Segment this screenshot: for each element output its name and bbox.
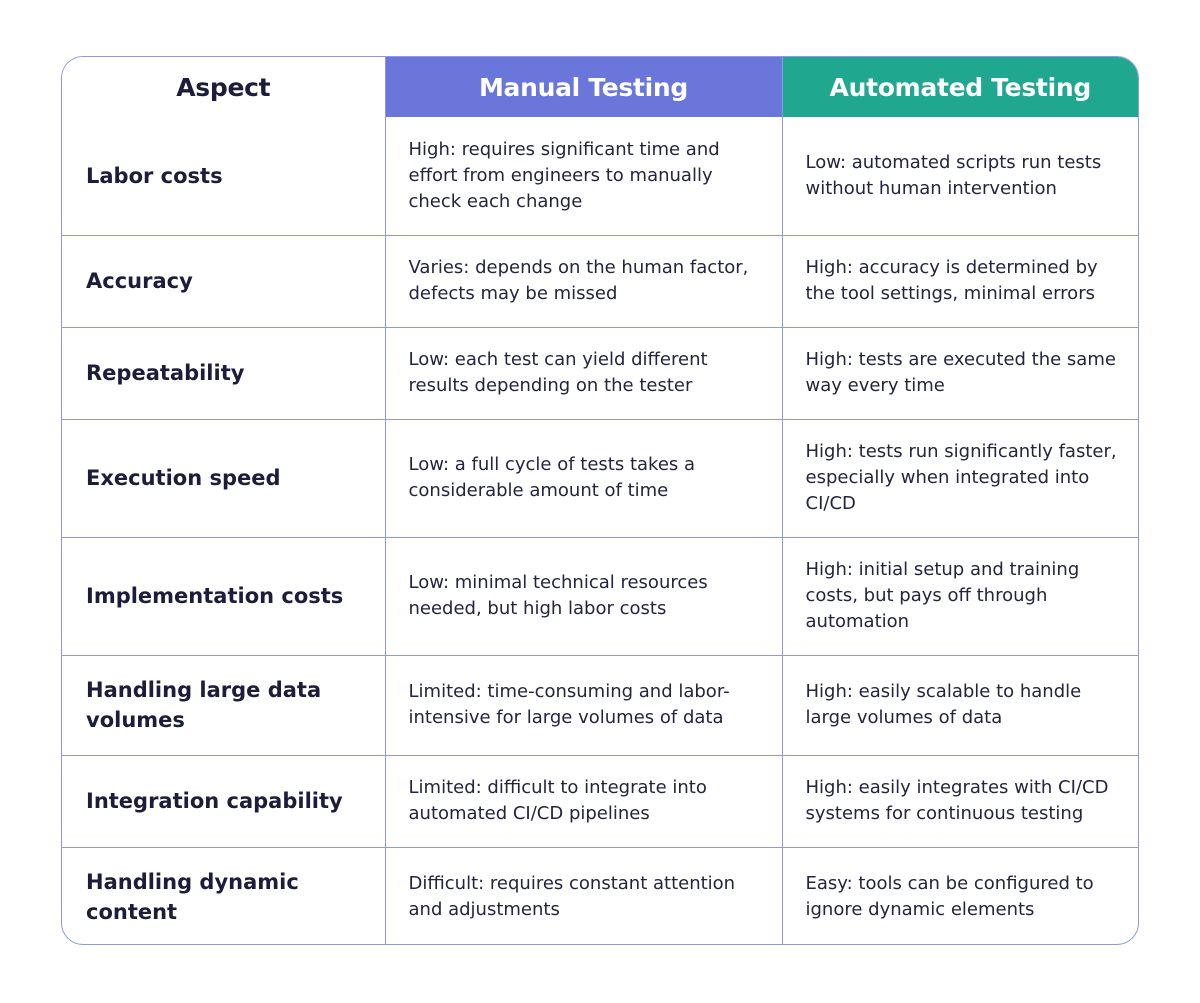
aspect-cell: Handling large data volumes bbox=[62, 655, 385, 755]
automated-cell: Low: automated scripts run tests without human intervention bbox=[782, 117, 1138, 235]
automated-cell: High: easily integrates with CI/CD systems for continuous testing bbox=[782, 755, 1138, 847]
table-header-row bbox=[62, 57, 1138, 117]
table-row bbox=[62, 655, 1138, 755]
manual-cell: Low: minimal technical resources needed, but high labor costs bbox=[385, 537, 782, 655]
aspect-cell: Repeatability bbox=[62, 327, 385, 419]
header-manual-testing: Manual Testing bbox=[385, 57, 782, 117]
automated-cell: High: easily scalable to handle large volumes of data bbox=[782, 655, 1138, 755]
aspect-cell: Execution speed bbox=[62, 419, 385, 537]
table-row bbox=[62, 537, 1138, 655]
table-row bbox=[62, 117, 1138, 235]
manual-cell: Varies: depends on the human factor, defects may be missed bbox=[385, 235, 782, 327]
automated-cell: High: accuracy is determined by the tool settings, minimal errors bbox=[782, 235, 1138, 327]
table-row bbox=[62, 419, 1138, 537]
automated-cell: High: tests run significantly faster, especially when integrated into CI/CD bbox=[782, 419, 1138, 537]
aspect-cell: Handling dynamic content bbox=[62, 847, 385, 945]
table-row bbox=[62, 327, 1138, 419]
manual-cell: High: requires significant time and effort from engineers to manually check each change bbox=[385, 117, 782, 235]
manual-cell: Low: a full cycle of tests takes a considerable amount of time bbox=[385, 419, 782, 537]
aspect-cell: Implementation costs bbox=[62, 537, 385, 655]
comparison-table-container bbox=[61, 56, 1139, 945]
comparison-table bbox=[62, 57, 1138, 945]
manual-cell: Low: each test can yield different results depending on the tester bbox=[385, 327, 782, 419]
aspect-cell: Accuracy bbox=[62, 235, 385, 327]
manual-cell: Limited: time-consuming and labor-intensive for large volumes of data bbox=[385, 655, 782, 755]
automated-cell: High: initial setup and training costs, but pays off through automation bbox=[782, 537, 1138, 655]
manual-cell: Difficult: requires constant attention and adjustments bbox=[385, 847, 782, 945]
manual-cell: Limited: difficult to integrate into automated CI/CD pipelines bbox=[385, 755, 782, 847]
table-row bbox=[62, 235, 1138, 327]
table-row bbox=[62, 755, 1138, 847]
header-automated-testing: Automated Testing bbox=[782, 57, 1138, 117]
automated-cell: High: tests are executed the same way every time bbox=[782, 327, 1138, 419]
header-aspect: Aspect bbox=[62, 57, 385, 117]
table-row bbox=[62, 847, 1138, 945]
automated-cell: Easy: tools can be configured to ignore dynamic elements bbox=[782, 847, 1138, 945]
aspect-cell: Integration capability bbox=[62, 755, 385, 847]
aspect-cell: Labor costs bbox=[62, 117, 385, 235]
